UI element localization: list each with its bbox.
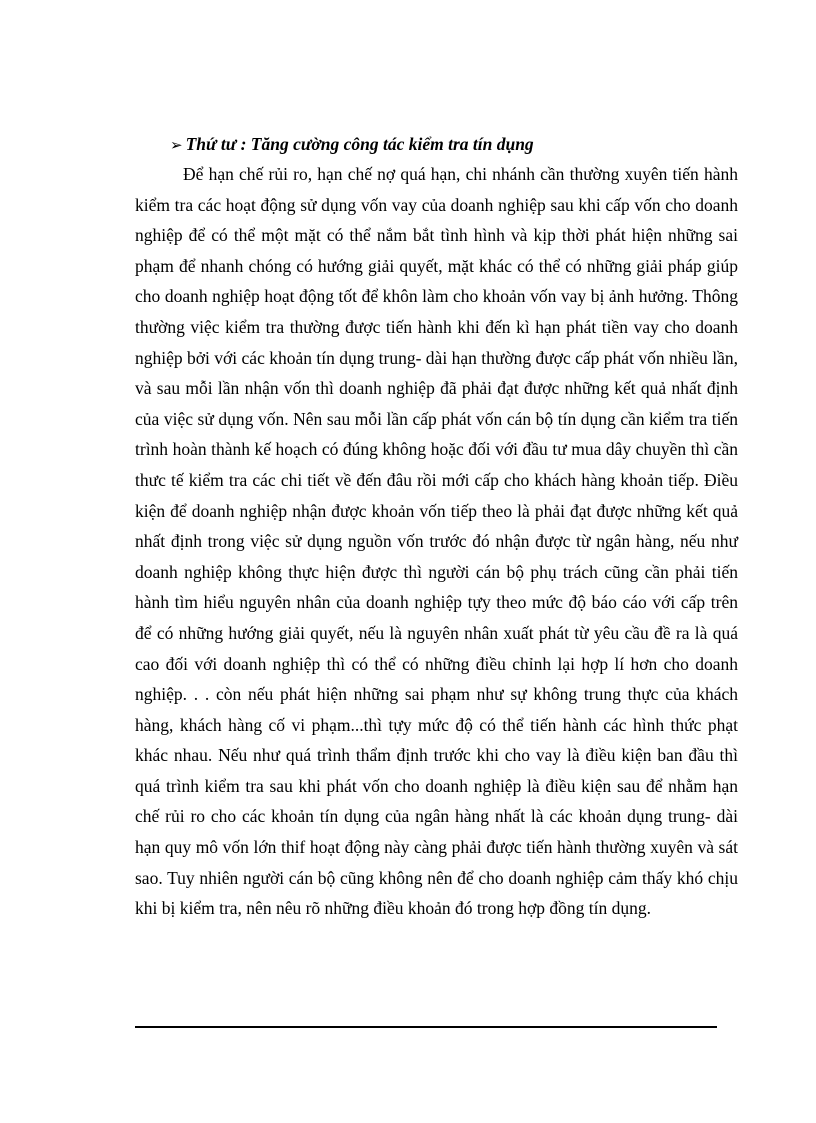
- section-heading-text: Thứ tư : Tăng cường công tác kiểm tra tín dụng: [185, 134, 534, 154]
- arrowhead-bullet-icon: ➢: [170, 138, 183, 154]
- footer-divider: [135, 1026, 717, 1028]
- body-paragraph: Để hạn chế rủi ro, hạn chế nợ quá hạn, chi nhánh cần thường xuyên tiến hành kiểm tra các hoạt động sử dụng vốn vay của doanh nghiệp sau khi cấp vốn cho doanh nghiệp để có thể một mặt có thể nắm bắt tình hình và kịp thời phát hiện những sai phạm để nhanh chóng có hướng giải quyết, mặt khác có thể có những giải pháp giúp cho doanh nghiệp hoạt động tốt để khôn làm cho khoản vốn vay bị ảnh hưởng. Thông thường việc kiểm tra thường được tiến hành khi đến kì hạn phát tiền vay cho doanh nghiệp bởi với các khoản tín dụng trung- dài hạn thường được cấp phát vốn nhiều lần, và sau mỗi lần nhận vốn thì doanh nghiệp đã phải đạt được những kết quả nhất định của việc sử dụng vốn. Nên sau mỗi lần cấp phát vốn cán bộ tín dụng cần kiểm tra tiến trình hoàn thành kế hoạch có đúng không hoặc đối với đầu tư mua dây chuyền thì cần thưc tế kiểm tra các chi tiết về đến đâu rồi mới cấp cho khách hàng khoản tiếp. Điều kiện để doanh nghiệp nhận được khoản vốn tiếp theo là phải đạt được những kết quả nhất định trong việc sử dụng nguồn vốn trước đó nhận được từ ngân hàng, nếu như doanh nghiệp không thực hiện được thì người cán bộ phụ trách cũng cần phải tiến hành tìm hiểu nguyên nhân của doanh nghiệp tựy theo mức độ báo cáo với cấp trên để có những hướng giải quyết, nếu là nguyên nhân xuất phát từ yêu cầu đề ra là quá cao đối với doanh nghiệp thì có thể có những điều chỉnh lại hợp lí hơn cho doanh nghiệp. . . còn nếu phát hiện những sai phạm như sự không trung thực của khách hàng, khách hàng cố vi phạm...thì tựy mức độ có thể tiến hành các hình thức phạt khác nhau. Nếu như quá trình thẩm định trước khi cho vay là điều kiện ban đầu thì quá trình kiểm tra sau khi phát vốn cho doanh nghiệp là điều kiện sau để nhằm hạn chế rủi ro cho các khoản tín dụng của ngân hàng nhất là các khoản dụng trung- dài hạn quy mô vốn lớn thif hoạt động này càng phải được tiến hành thường xuyên và sát sao. Tuy nhiên người cán bộ cũng không nên để cho doanh nghiệp cảm thấy khó chịu khi bị kiểm tra, nên nêu rõ những điều khoản đó trong hợp đồng tín dụng.: [135, 164, 738, 919]
- section-heading: [170, 133, 534, 157]
